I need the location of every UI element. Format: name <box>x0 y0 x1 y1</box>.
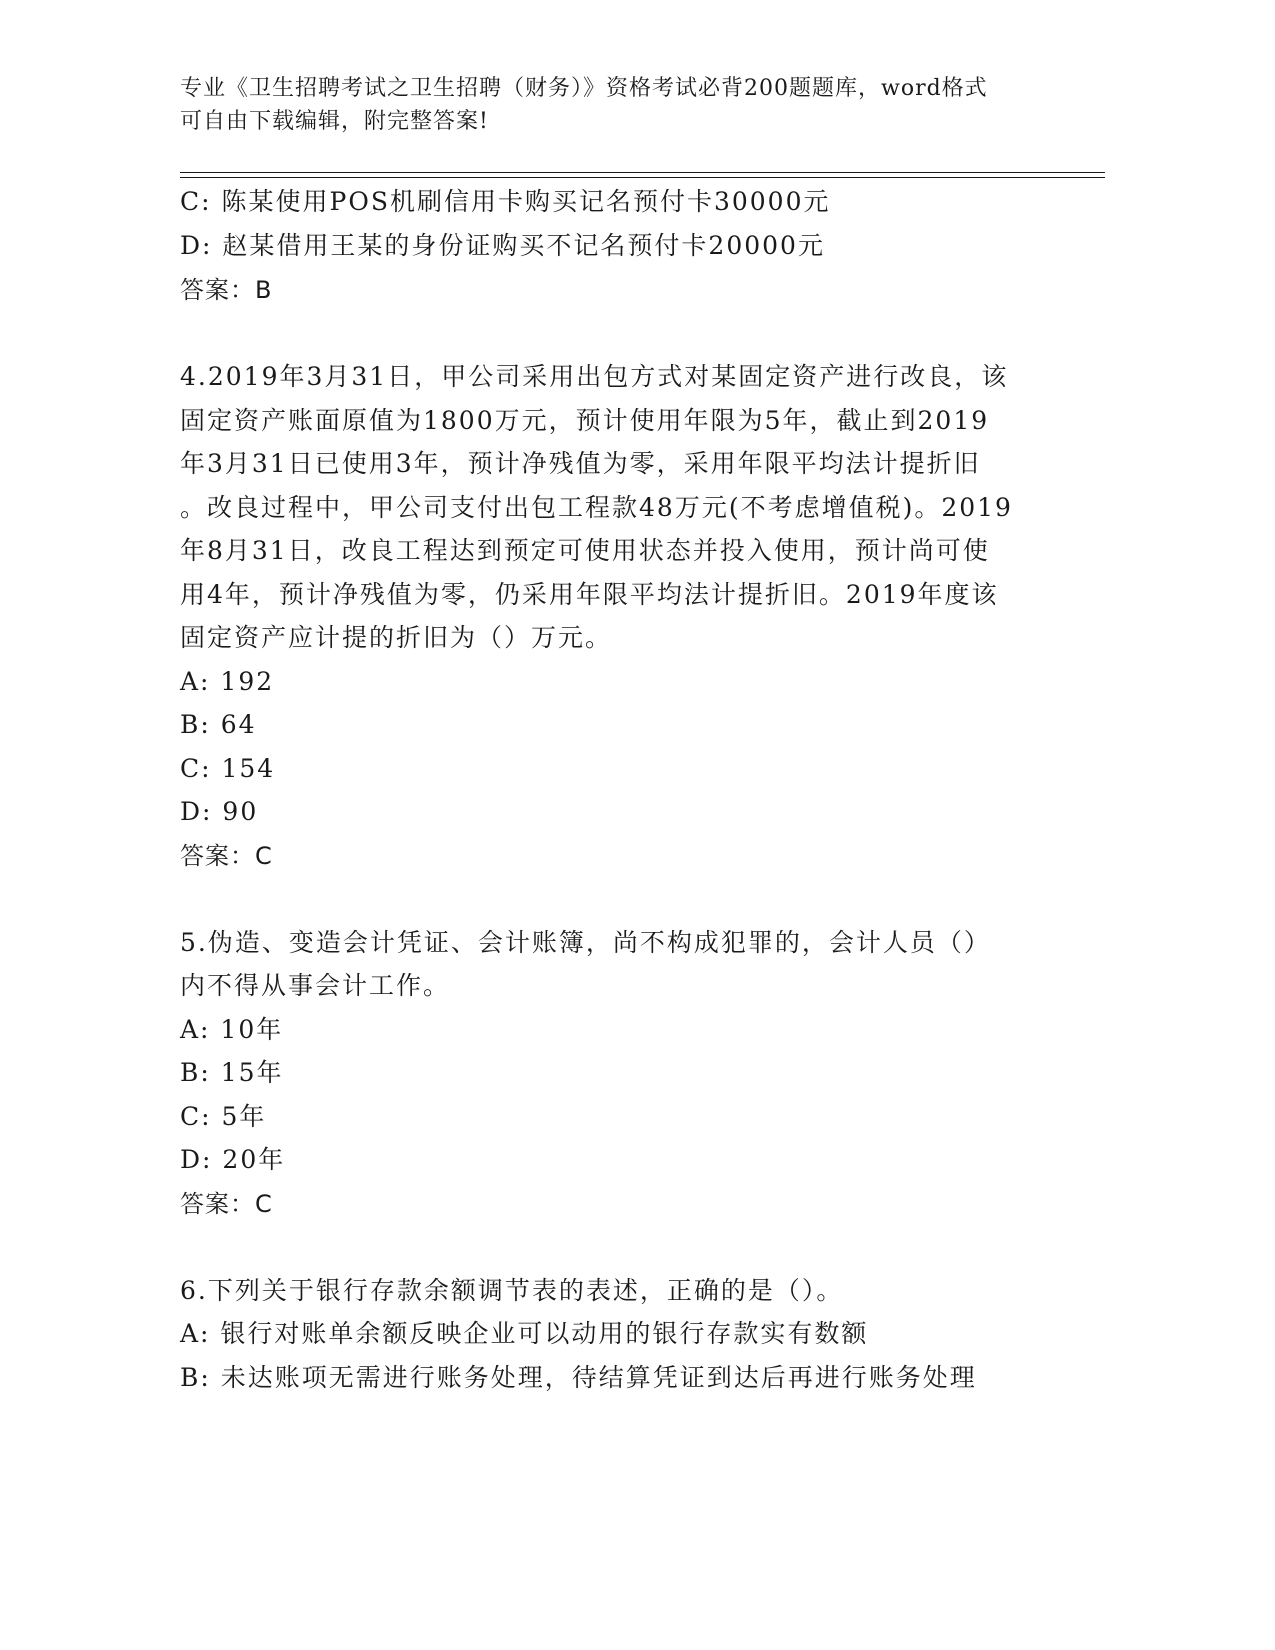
q4-option-c: C: 154 <box>180 754 276 783</box>
q5-stem-line: 5.伪造、变造会计凭证、会计账簿，尚不构成犯罪的，会计人员（） <box>180 928 991 957</box>
q4-stem-line: 固定资产应计提的折旧为（）万元。 <box>180 623 613 652</box>
q5-option-d: D: 20年 <box>180 1145 286 1174</box>
q5-option-c: C: 5年 <box>180 1102 267 1131</box>
document-header <box>180 72 1060 138</box>
q5-answer: 答案：C <box>180 1190 273 1218</box>
q5-option-b: B: 15年 <box>180 1058 284 1087</box>
q4-answer: 答案：C <box>180 842 273 870</box>
q5-stem-line: 内不得从事会计工作。 <box>180 971 451 1000</box>
q6-stem-line: 6.下列关于银行存款余额调节表的表述，正确的是（）。 <box>180 1276 844 1305</box>
q4-stem-line: 。改良过程中，甲公司支付出包工程款48万元(不考虑增值税)。2019 <box>180 493 1013 522</box>
q3-answer: 答案：B <box>180 276 273 304</box>
q4-option-a: A: 192 <box>180 667 275 696</box>
header-title-line-2: 可自由下载编辑，附完整答案! <box>180 109 489 134</box>
q3-option-c: C: 陈某使用POS机刷信用卡购买记名预付卡30000元 <box>180 187 831 216</box>
q4-stem-line: 年8月31日，改良工程达到预定可使用状态并投入使用，预计尚可使 <box>180 536 990 565</box>
header-title-line-1: 专业《卫生招聘考试之卫生招聘（财务）》资格考试必背200题题库，word格式 <box>180 76 988 101</box>
q4-stem-line: 4.2019年3月31日，甲公司采用出包方式对某固定资产进行改良，该 <box>180 362 1009 391</box>
q4-stem-line: 年3月31日已使用3年，预计净残值为零，采用年限平均法计提折旧 <box>180 449 981 478</box>
q4-stem-line: 固定资产账面原值为1800万元，预计使用年限为5年，截止到2019 <box>180 406 990 435</box>
q4-stem-line: 用4年，预计净残值为零，仍采用年限平均法计提折旧。2019年度该 <box>180 580 999 609</box>
q6-option-a: A: 银行对账单余额反映企业可以动用的银行存款实有数额 <box>180 1319 869 1348</box>
header-divider-top <box>180 172 1105 173</box>
q4-option-d: D: 90 <box>180 797 259 826</box>
header-divider-bottom <box>180 177 1105 178</box>
q5-option-a: A: 10年 <box>180 1015 284 1044</box>
q3-option-d: D: 赵某借用王某的身份证购买不记名预付卡20000元 <box>180 231 825 260</box>
q6-option-b: B: 未达账项无需进行账务处理，待结算凭证到达后再进行账务处理 <box>180 1363 977 1392</box>
q4-option-b: B: 64 <box>180 710 257 739</box>
